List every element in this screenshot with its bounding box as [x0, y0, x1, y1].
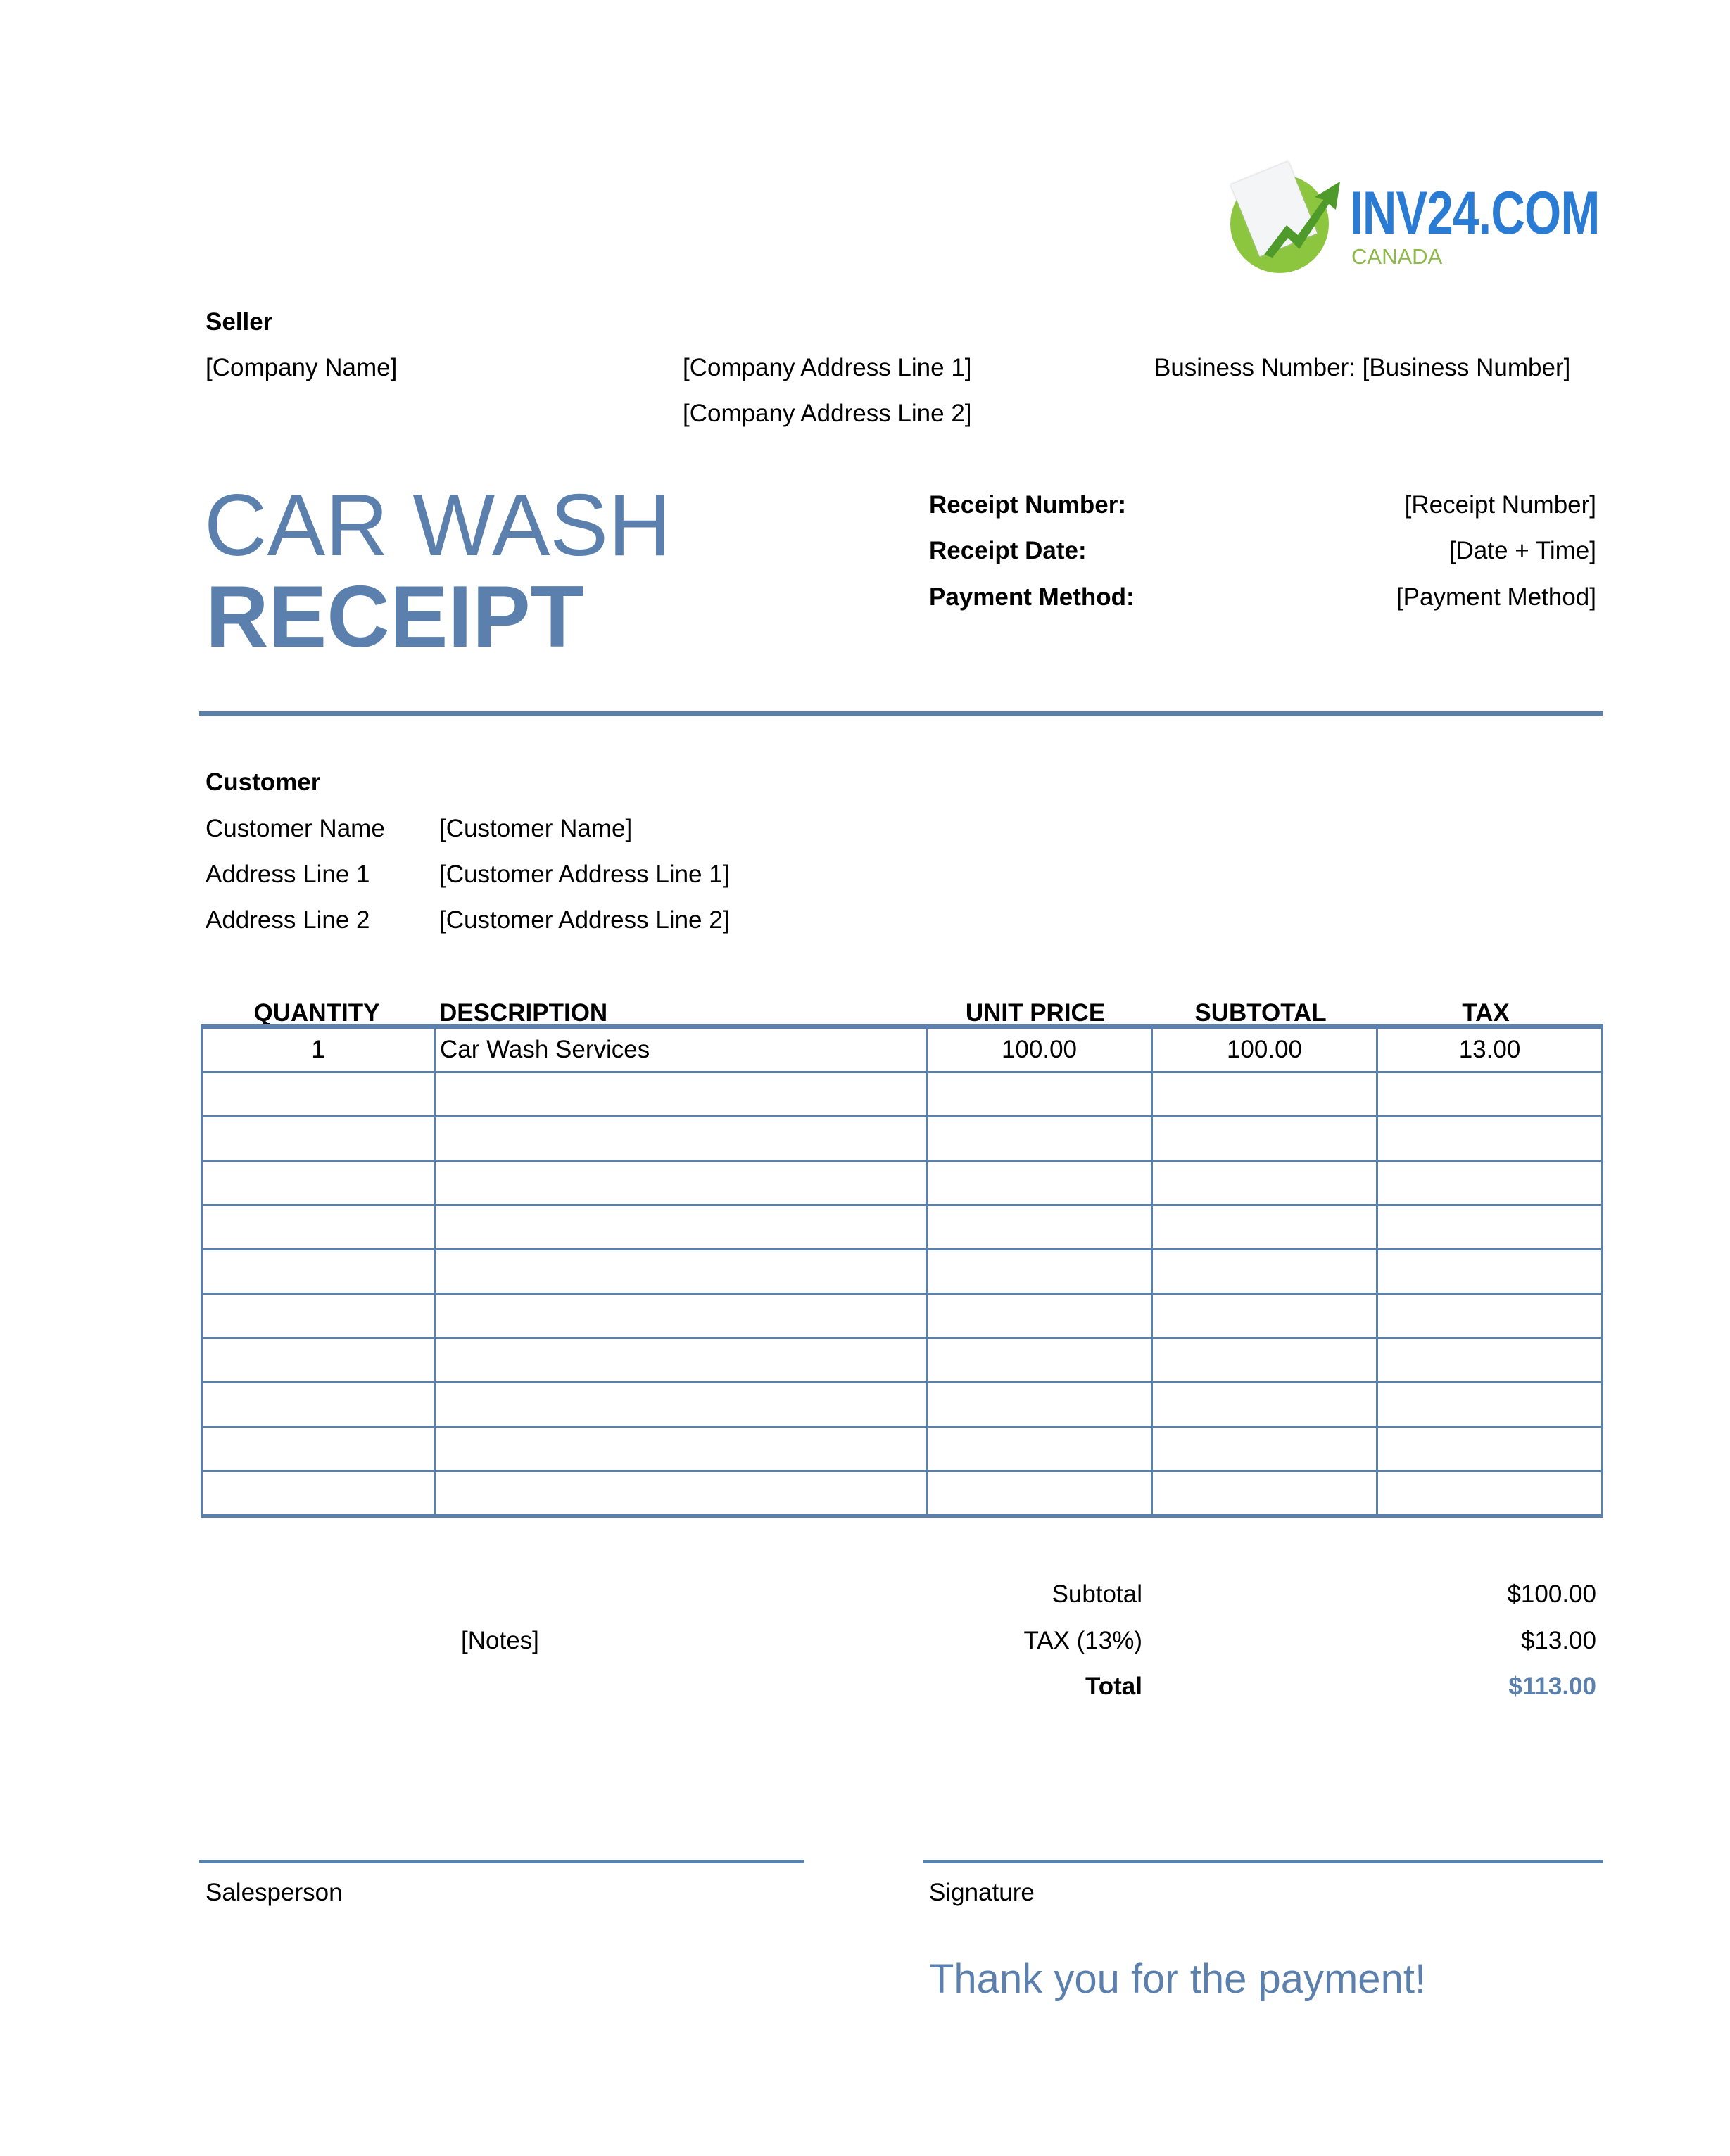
seller-business-number: Business Number: [Business Number] [1154, 354, 1571, 381]
column-header-unit-price: UNIT PRICE [965, 999, 1106, 1027]
cell-tax[interactable] [1377, 1161, 1603, 1205]
cell-description[interactable] [435, 1471, 927, 1516]
seller-company-name: [Company Name] [206, 354, 398, 381]
receipt-date-label: Receipt Date: [929, 537, 1087, 564]
cell-unit-price[interactable] [927, 1471, 1152, 1516]
table-row [202, 1383, 1603, 1427]
cell-description[interactable] [435, 1427, 927, 1471]
table-row [202, 1205, 1603, 1250]
tax-label: TAX (13%) [1023, 1627, 1142, 1654]
column-header-subtotal: SUBTOTAL [1194, 999, 1327, 1027]
cell-unit-price[interactable]: 100.00 [927, 1027, 1152, 1072]
thank-you-message: Thank you for the payment! [929, 1956, 1427, 2002]
cell-quantity[interactable] [202, 1471, 435, 1516]
cell-tax[interactable] [1377, 1471, 1603, 1516]
table-row [202, 1027, 1603, 1072]
cell-description[interactable] [435, 1250, 927, 1294]
cell-subtotal[interactable] [1152, 1427, 1377, 1471]
cell-description[interactable] [435, 1161, 927, 1205]
notes-text: [Notes] [461, 1627, 539, 1654]
cell-unit-price[interactable] [927, 1338, 1152, 1383]
receipt-date-value: [Date + Time] [1448, 537, 1596, 564]
cell-subtotal[interactable] [1152, 1161, 1377, 1205]
receipt-number-label: Receipt Number: [929, 491, 1127, 519]
column-header-quantity: QUANTITY [253, 999, 380, 1027]
receipt-number-value: [Receipt Number] [1404, 491, 1596, 519]
customer-heading: Customer [206, 768, 321, 796]
cell-description[interactable] [435, 1205, 927, 1250]
cell-quantity[interactable] [202, 1427, 435, 1471]
total-value: $113.00 [1508, 1673, 1596, 1700]
cell-subtotal[interactable] [1152, 1205, 1377, 1250]
cell-tax[interactable] [1377, 1205, 1603, 1250]
salesperson-label: Salesperson [206, 1879, 343, 1906]
total-label: Total [1085, 1673, 1142, 1700]
cell-quantity[interactable]: 1 [202, 1027, 435, 1072]
seller-address-line-1: [Company Address Line 1] [683, 354, 972, 381]
cell-tax[interactable] [1377, 1383, 1603, 1427]
cell-quantity[interactable] [202, 1161, 435, 1205]
cell-description[interactable] [435, 1072, 927, 1117]
logo-region-text: CANADA [1351, 244, 1443, 269]
logo-brand-text: INV24.COM [1350, 179, 1600, 247]
cell-quantity[interactable] [202, 1294, 435, 1338]
table-row [202, 1161, 1603, 1205]
cell-unit-price[interactable] [927, 1427, 1152, 1471]
signature-line [923, 1860, 1603, 1863]
cell-quantity[interactable] [202, 1383, 435, 1427]
salesperson-line [199, 1860, 804, 1863]
cell-quantity[interactable] [202, 1338, 435, 1383]
cell-unit-price[interactable] [927, 1294, 1152, 1338]
cell-unit-price[interactable] [927, 1250, 1152, 1294]
cell-description[interactable] [435, 1294, 927, 1338]
subtotal-value: $100.00 [1507, 1580, 1596, 1608]
customer-address-1-value: [Customer Address Line 1] [439, 861, 730, 888]
cell-unit-price[interactable] [927, 1117, 1152, 1161]
table-row [202, 1338, 1603, 1383]
table-row [202, 1250, 1603, 1294]
cell-quantity[interactable] [202, 1117, 435, 1161]
page-title-line-1: CAR WASH [204, 477, 671, 574]
cell-subtotal[interactable] [1152, 1471, 1377, 1516]
cell-tax[interactable] [1377, 1294, 1603, 1338]
cell-description[interactable]: Car Wash Services [435, 1027, 927, 1072]
cell-quantity[interactable] [202, 1072, 435, 1117]
cell-subtotal[interactable] [1152, 1117, 1377, 1161]
cell-subtotal[interactable] [1152, 1383, 1377, 1427]
cell-subtotal[interactable] [1152, 1250, 1377, 1294]
table-row [202, 1427, 1603, 1471]
cell-subtotal[interactable] [1152, 1338, 1377, 1383]
cell-tax[interactable] [1377, 1250, 1603, 1294]
cell-description[interactable] [435, 1338, 927, 1383]
cell-description[interactable] [435, 1117, 927, 1161]
cell-tax[interactable] [1377, 1117, 1603, 1161]
cell-unit-price[interactable] [927, 1383, 1152, 1427]
growth-arrow-icon [1258, 176, 1343, 260]
customer-address-1-label: Address Line 1 [206, 861, 370, 888]
cell-unit-price[interactable] [927, 1072, 1152, 1117]
customer-name-value: [Customer Name] [439, 815, 633, 842]
customer-address-2-label: Address Line 2 [206, 906, 370, 934]
payment-method-value: [Payment Method] [1396, 583, 1596, 611]
cell-tax[interactable] [1377, 1072, 1603, 1117]
signature-label: Signature [929, 1879, 1035, 1906]
cell-subtotal[interactable]: 100.00 [1152, 1027, 1377, 1072]
payment-method-label: Payment Method: [929, 583, 1135, 611]
seller-address-line-2: [Company Address Line 2] [683, 400, 972, 427]
cell-description[interactable] [435, 1383, 927, 1427]
table-row [202, 1294, 1603, 1338]
table-row [202, 1072, 1603, 1117]
cell-tax[interactable] [1377, 1427, 1603, 1471]
column-header-tax: TAX [1462, 999, 1510, 1027]
customer-address-2-value: [Customer Address Line 2] [439, 906, 730, 934]
items-table [201, 1024, 1603, 1518]
cell-unit-price[interactable] [927, 1205, 1152, 1250]
table-row [202, 1117, 1603, 1161]
cell-quantity[interactable] [202, 1205, 435, 1250]
header-divider [199, 711, 1603, 716]
page-title-line-2: RECEIPT [206, 569, 584, 666]
subtotal-label: Subtotal [1052, 1580, 1142, 1608]
table-row [202, 1471, 1603, 1516]
customer-name-label: Customer Name [206, 815, 385, 842]
cell-tax[interactable] [1377, 1338, 1603, 1383]
cell-tax[interactable]: 13.00 [1377, 1027, 1603, 1072]
cell-unit-price[interactable] [927, 1161, 1152, 1205]
tax-value: $13.00 [1520, 1627, 1596, 1654]
cell-quantity[interactable] [202, 1250, 435, 1294]
cell-subtotal[interactable] [1152, 1294, 1377, 1338]
seller-heading: Seller [206, 308, 273, 336]
column-header-description: DESCRIPTION [439, 999, 608, 1027]
company-logo [1230, 167, 1600, 280]
cell-subtotal[interactable] [1152, 1072, 1377, 1117]
